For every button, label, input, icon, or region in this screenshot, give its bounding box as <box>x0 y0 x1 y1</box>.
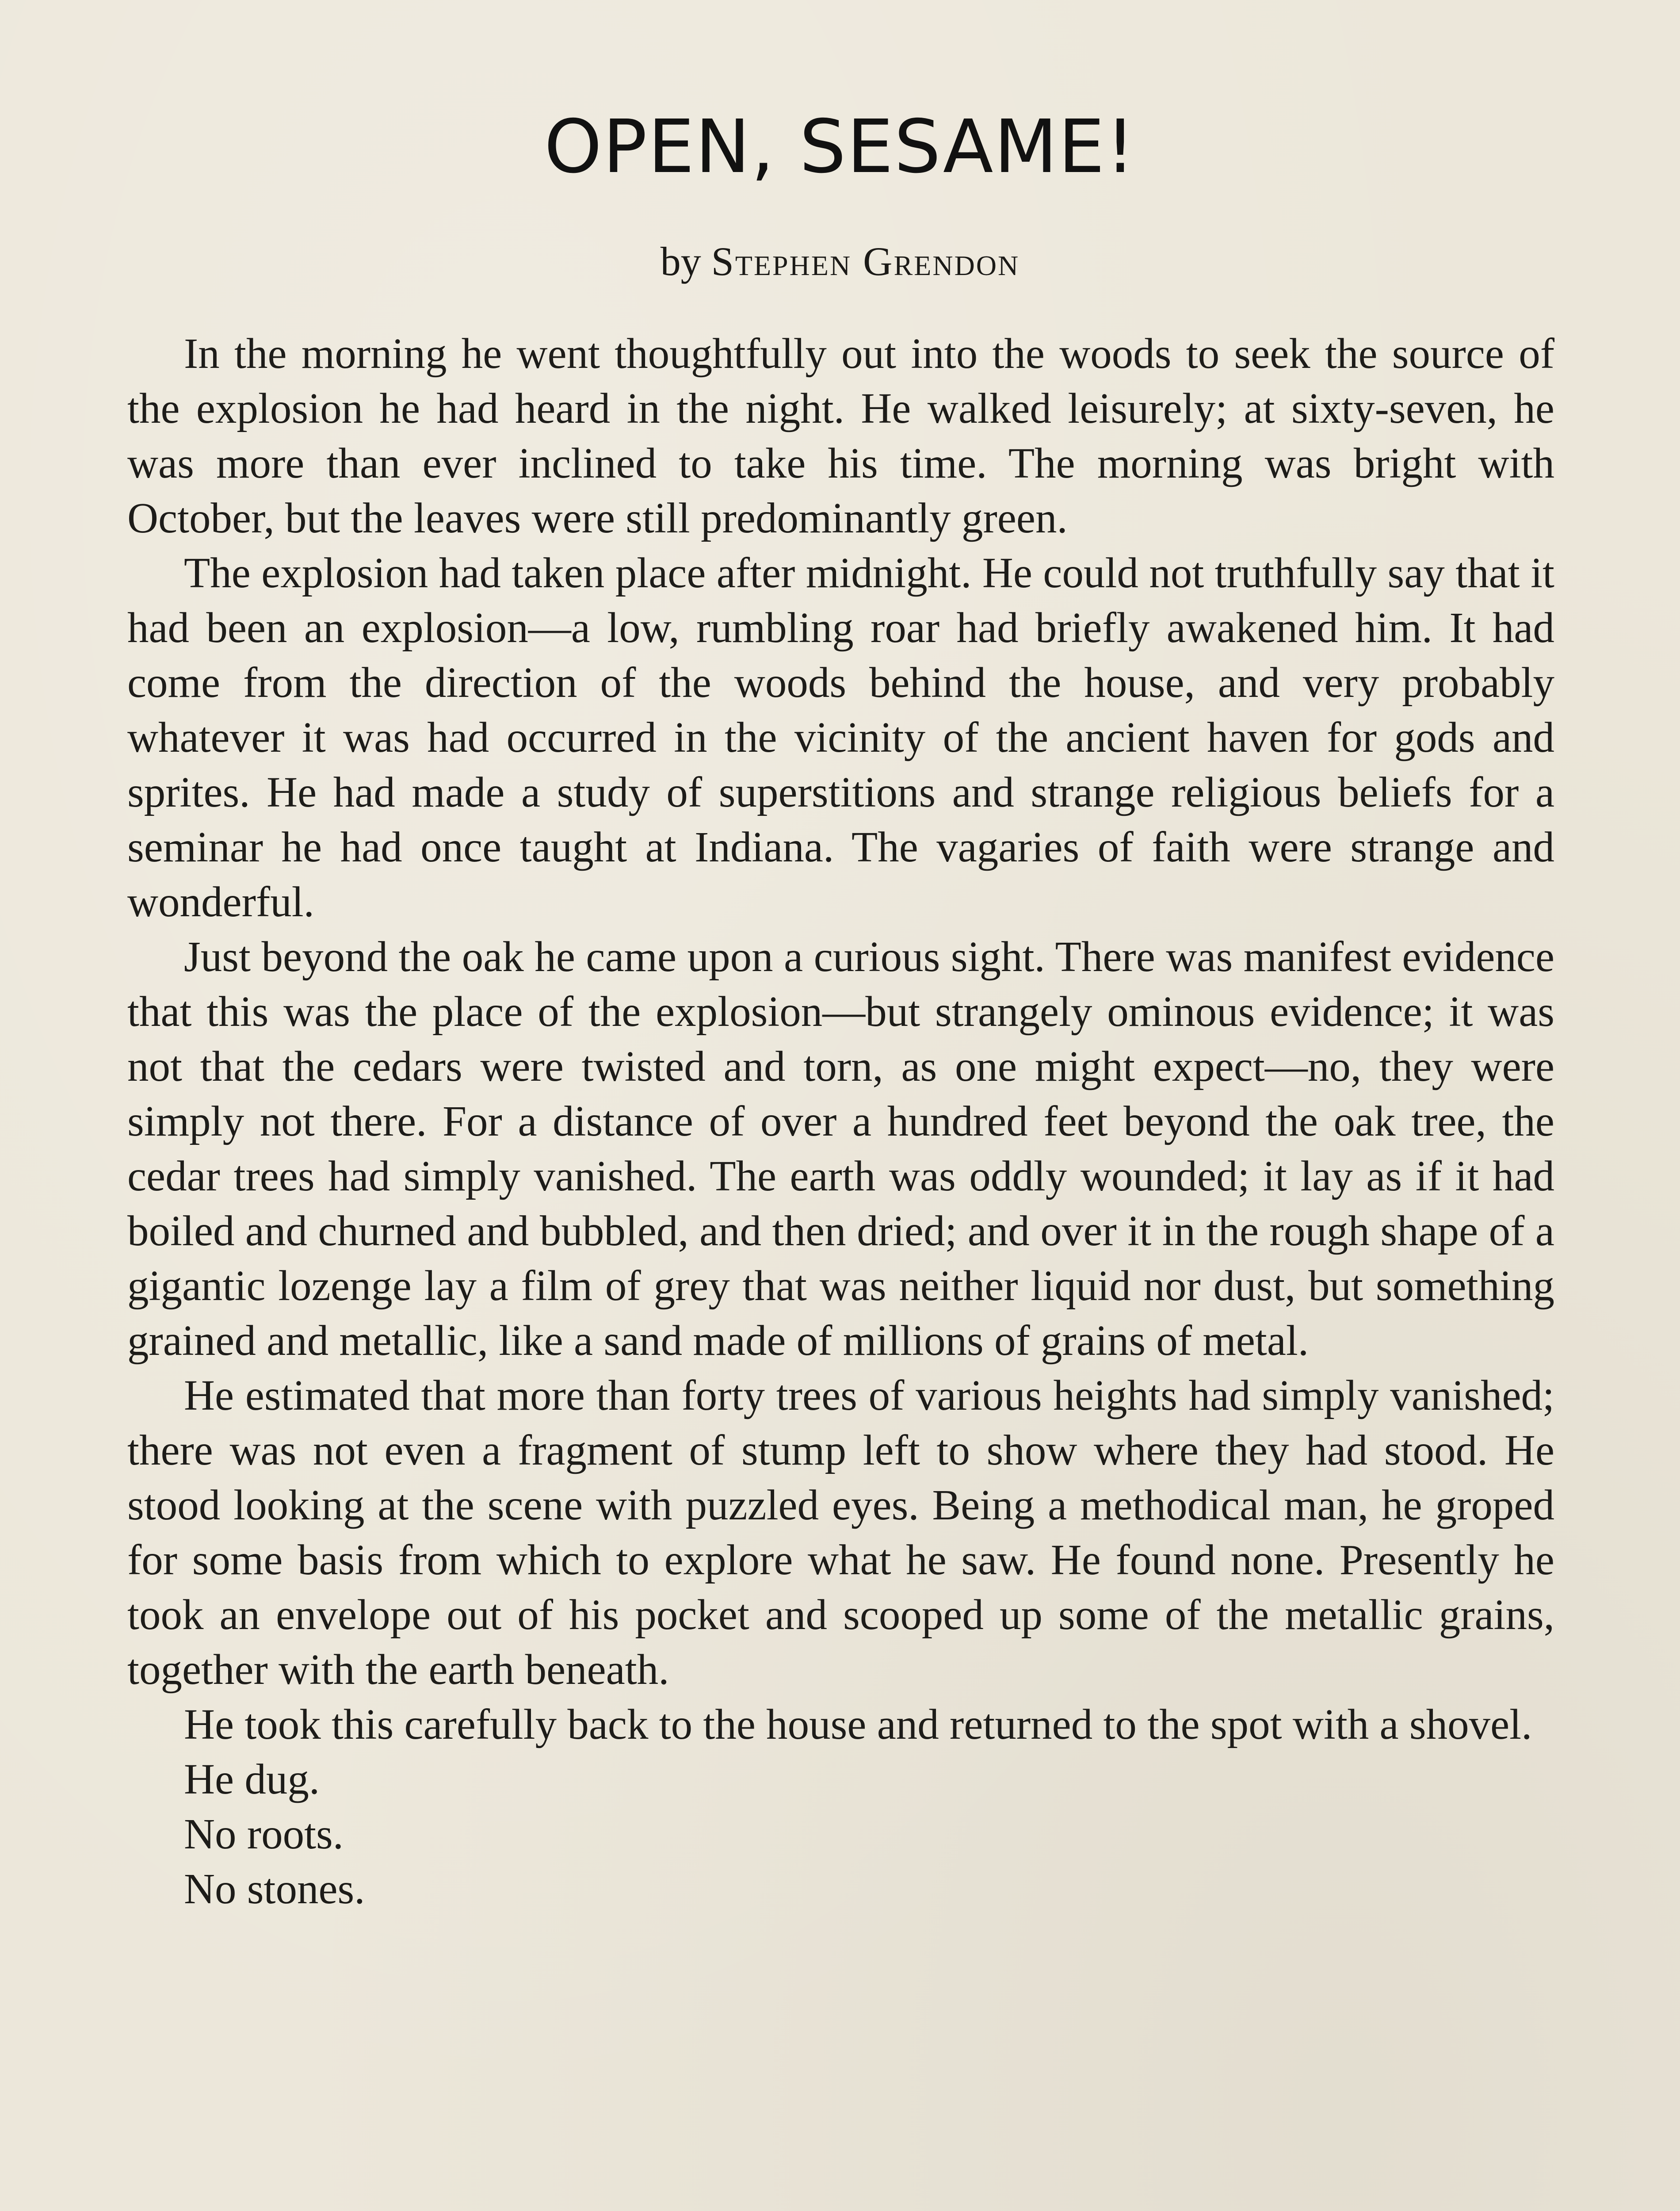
byline-prefix: by <box>660 239 701 284</box>
author-name: Stephen Grendon <box>711 239 1020 284</box>
paragraph: The explosion had taken place after midnight. He could not truthfully say that it had been an explosion—a low, rumbling roar had briefly awakened him. It had come from the direction of the woods behind the house, and very probably whatever it was had occurred in the vicinity of the ancient haven for gods and sprites. He had made a study of superstitions and strange religious beliefs for a seminar he had once taught at Indiana. The vagaries of faith were strange and wonderful. <box>127 549 1554 926</box>
story-body <box>127 326 1554 1916</box>
byline <box>0 241 1680 282</box>
paragraph: Just beyond the oak he came upon a curious sight. There was manifest evidence that this was the place of the explosion—but strangely ominous evidence; it was not that the cedars were twisted and torn, as one might expect—no, they were simply not there. For a distance of over a hundred feet beyond the oak tree, the cedar trees had simply vanished. The earth was oddly wounded; it lay as if it had boiled and churned and bubbled, and then dried; and over it in the rough shape of a gigantic lozenge lay a film of grey that was neither liquid nor dust, but something grained and metallic, like a sand made of millions of grains of metal. <box>127 933 1554 1364</box>
paragraph: He estimated that more than forty trees of various heights had simply vanished; there was not even a fragment of stump left to show where they had stood. He stood looking at the scene with puzzled eyes. Being a methodical man, he groped for some basis from which to explore what he saw. He found none. Presently he took an envelope out of his pocket and scooped up some of the metallic grains, together with the earth beneath. <box>127 1372 1554 1693</box>
paragraph: He dug. <box>184 1756 320 1803</box>
story-title: OPEN, SESAME! <box>544 104 1136 190</box>
paragraph: No roots. <box>184 1810 344 1858</box>
paragraph: No stones. <box>184 1865 365 1913</box>
paragraph: He took this carefully back to the house and returned to the spot with a shovel. <box>184 1701 1532 1748</box>
paragraph: In the morning he went thoughtfully out into the woods to seek the source of the explosion he had heard in the night. He walked leisurely; at sixty-seven, he was more than ever inclined to take his time. The morning was bright with October, but the leaves were still predominantly green. <box>127 330 1554 542</box>
